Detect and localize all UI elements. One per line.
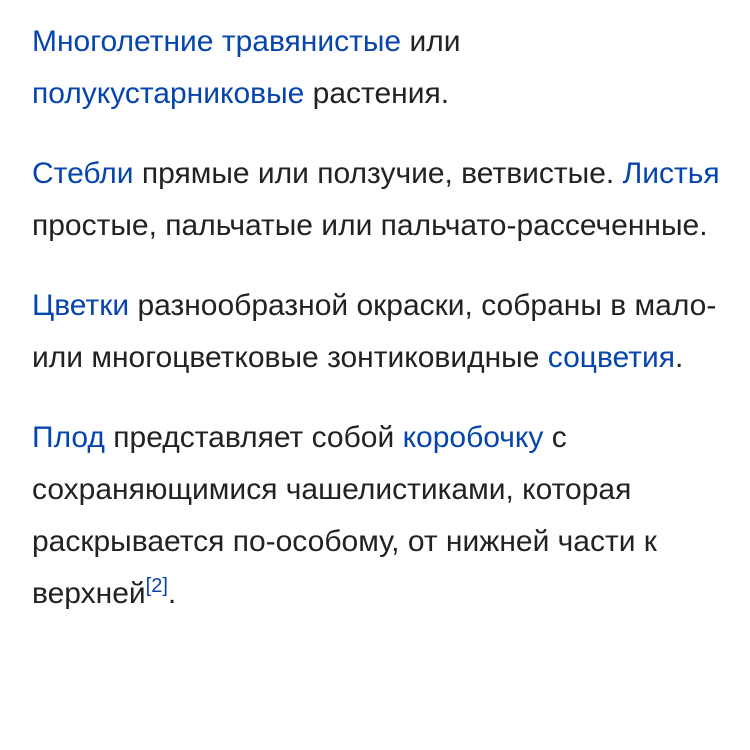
paragraph-fruit [32, 412, 722, 620]
text-leaves: простые, пальчатые или пальчато-рассеченные. [32, 209, 708, 242]
text-fruit-end: . [167, 577, 177, 610]
text-or: или [401, 25, 461, 58]
link-fruit[interactable]: Плод [32, 421, 105, 454]
text-flowers: разнообразной окраски, собраны в мало- или многоцветковые зонтиковидные [32, 289, 717, 374]
paragraph-flowers [32, 280, 722, 384]
link-subshrub[interactable]: полукустарниковые [32, 77, 305, 110]
text-fruit: представляет собой [104, 421, 403, 454]
paragraph-stems-leaves [32, 148, 722, 252]
link-leaves[interactable]: Листья [622, 157, 720, 190]
article-body [32, 16, 722, 648]
paragraph-life-form [32, 16, 722, 120]
text-flowers-end: . [675, 341, 684, 374]
link-inflorescence[interactable]: соцветия [547, 341, 675, 374]
reference-link[interactable]: [2] [145, 575, 168, 597]
text-stems: прямые или ползучие, ветвистые. [133, 157, 623, 190]
link-flowers[interactable]: Цветки [32, 289, 130, 322]
text-plants: растения. [304, 77, 450, 110]
link-perennial-herbaceous[interactable]: Многолетние травянистые [32, 25, 402, 58]
link-capsule[interactable]: коробочку [402, 421, 544, 454]
link-stems[interactable]: Стебли [32, 157, 134, 190]
text-capsule: с сохраняющимися чашелистиками, которая раскрывается по-особому, от нижней части к верхней [32, 421, 657, 610]
